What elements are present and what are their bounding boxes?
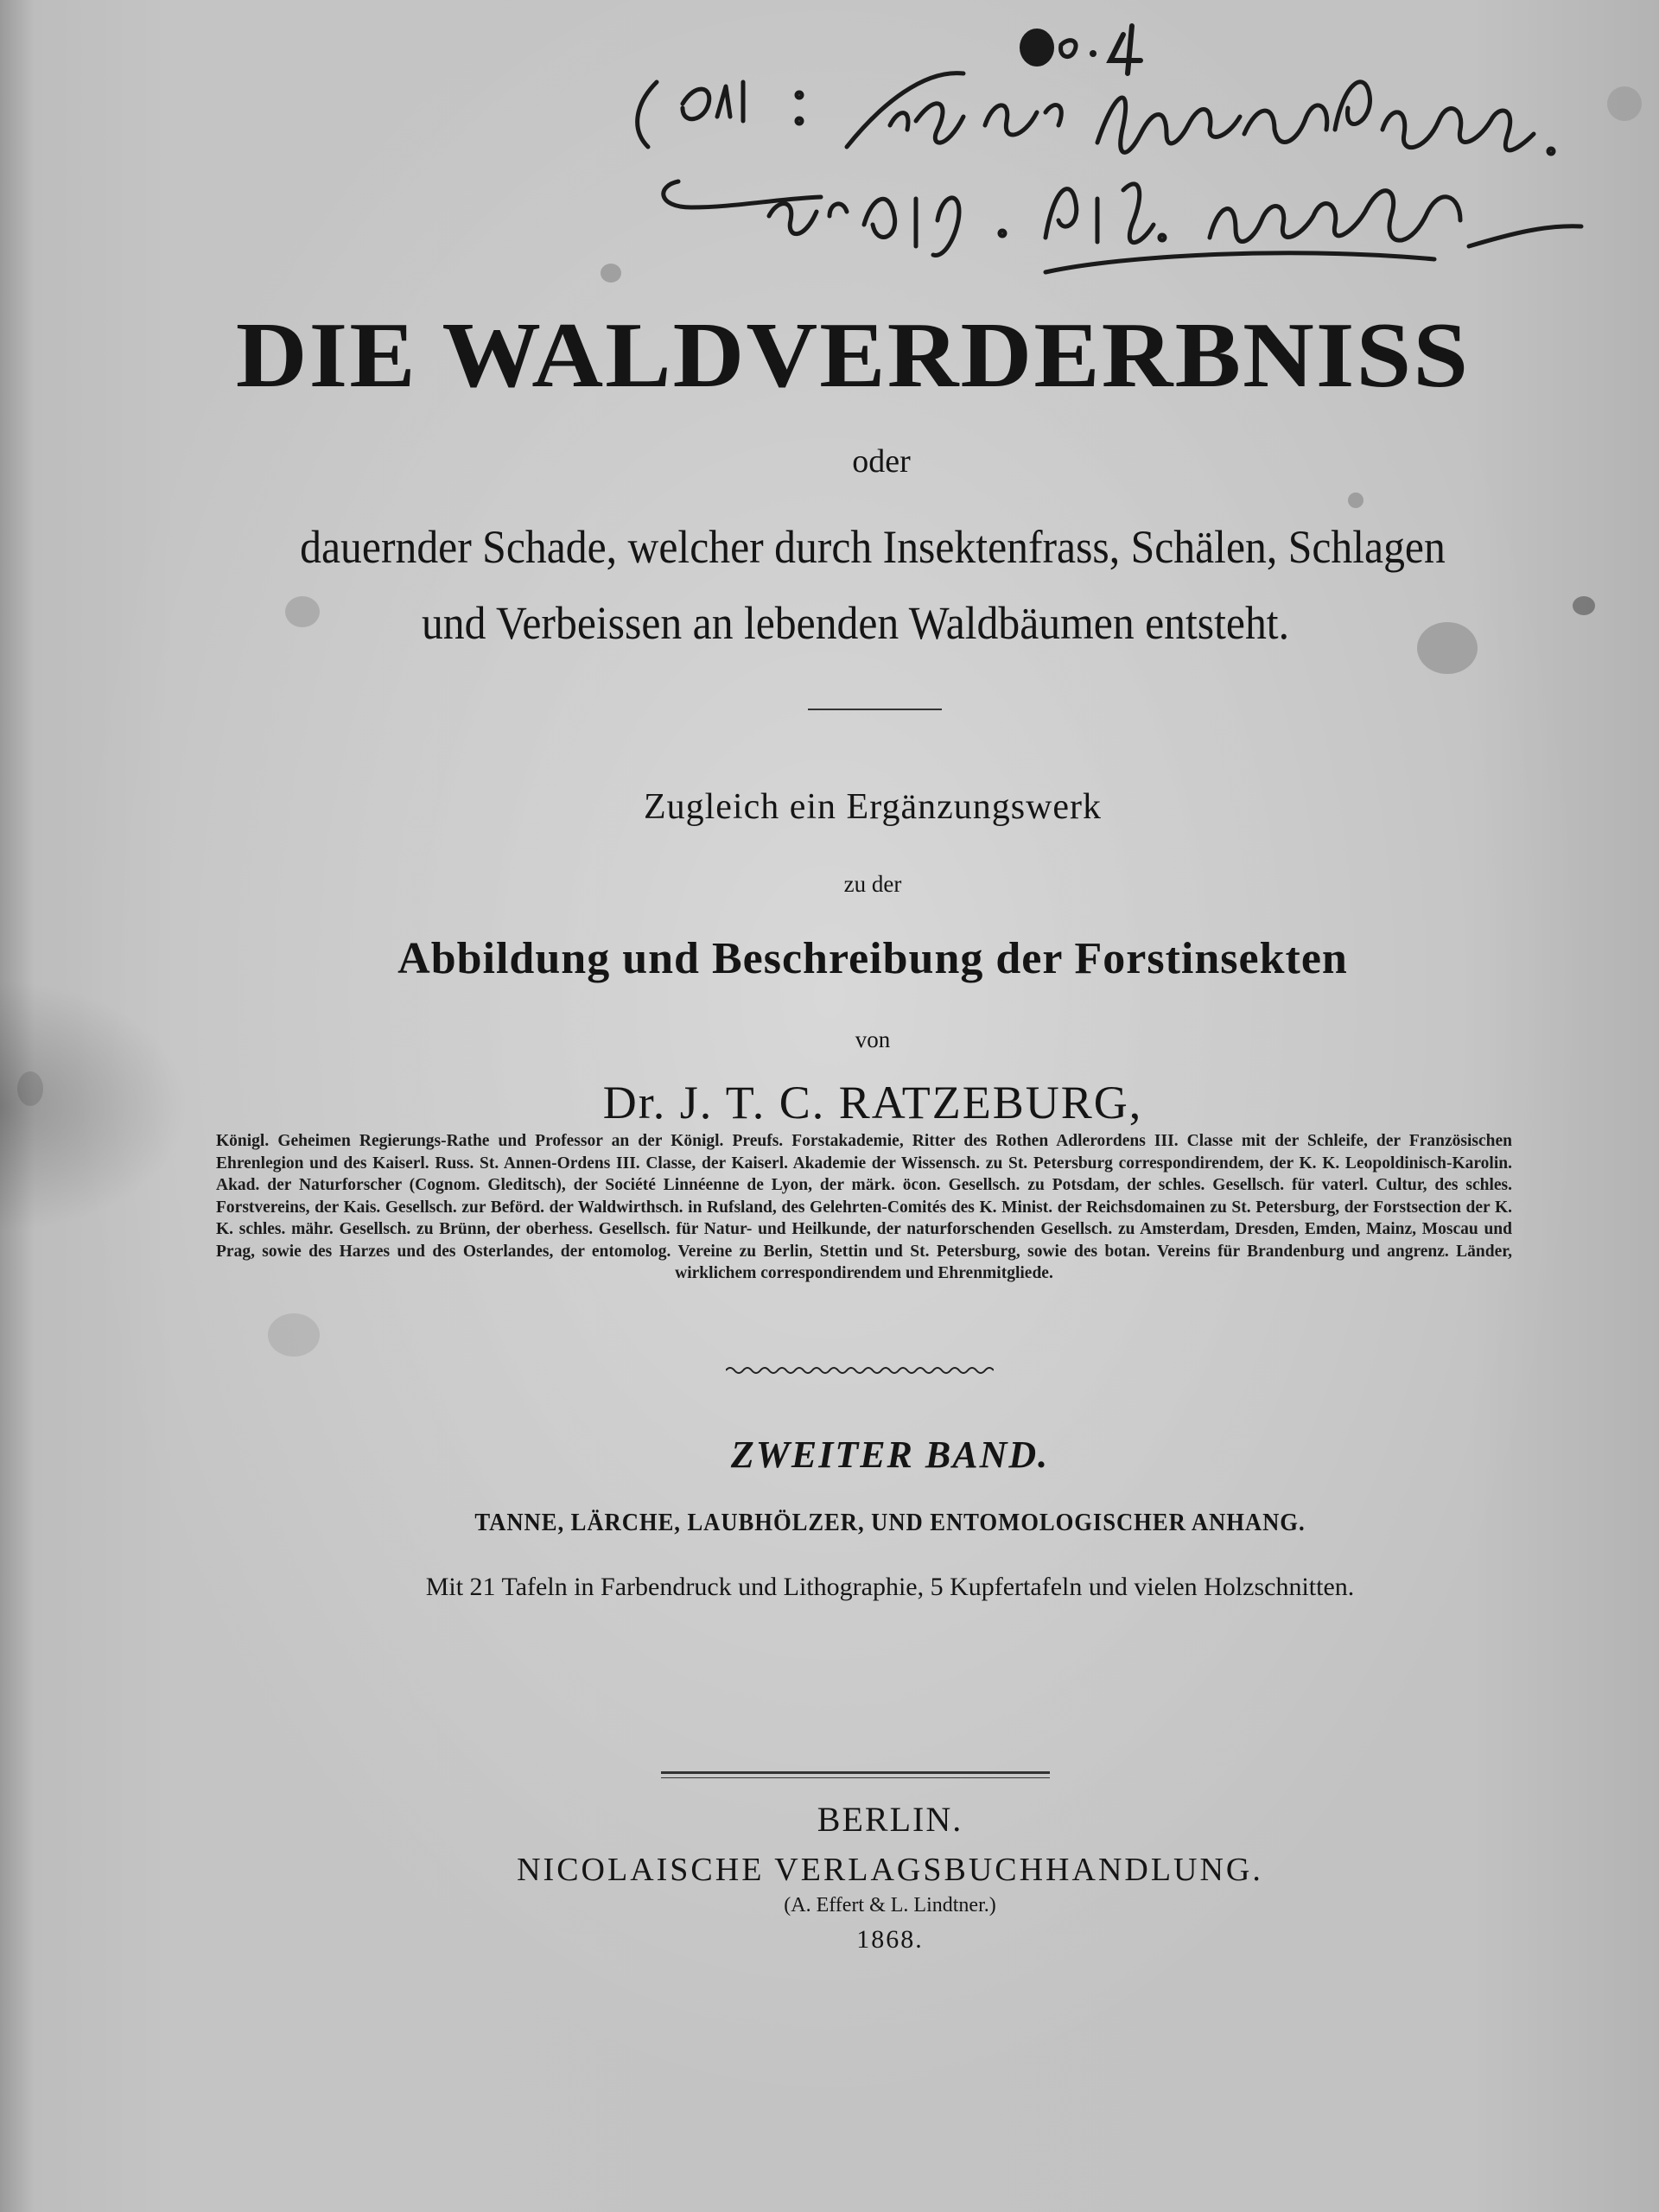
imprint-city: BERLIN. bbox=[817, 1800, 963, 1839]
subtitle-line-2: und Verbeissen an lebenden Waldbäumen entsteht. bbox=[421, 597, 1290, 649]
handwritten-inscription bbox=[0, 0, 1659, 294]
divider-rule bbox=[808, 709, 942, 710]
related-work-title: Abbildung und Beschreibung der Forstinsekten bbox=[397, 934, 1348, 983]
volume-illustrations: Mit 21 Tafeln in Farbendruck und Lithographie, 5 Kupfertafeln und vielen Holzschnitten. bbox=[425, 1573, 1355, 1601]
author-by: von bbox=[855, 1027, 891, 1052]
subtitle-line-1: dauernder Schade, welcher durch Insektenfrass, Schälen, Schlagen bbox=[300, 521, 1446, 573]
volume-contents: TANNE, LÄRCHE, LAUBHÖLZER, UND ENTOMOLOGISCHER ANHANG. bbox=[474, 1509, 1306, 1536]
supplement-connector: zu der bbox=[843, 871, 902, 897]
author-credentials: Königl. Geheimen Regierungs-Rathe und Professor an der Königl. Preufs. Forstakademie, Ritter des Rothen Adlerordens III. Classe mit der Schleife, der Französischen Ehrenlegion und des Kaiserl. Russ. St. Annen-Ordens III. Classe, der Kaiserl. Akademie der Wissensch. zu St. Petersburg correspondirendem, der K. K. Leopoldinisch-Karolin. Akad. der Naturforscher (Cognom. Gleditsch), der Société Linnéenne de Lyon, der märk. öcon. Gesellsch. zu Potsdam, der schles. Gesellsch. für vaterl. Cultur, des schles. Forstvereins, der Kais. Gesellsch. zur Beförd. der Waldwirthsch. in Rufsland, des Gelehrten-Comités des K. Minist. der Reichsdomainen zu St. Petersburg, der Forstsection der K. K. schles. mähr. Gesellsch. zu Brünn, der oberhess. Gesellsch. für Natur- und Heilkunde, der naturforschenden Gesellsch. zu Amsterdam, Dresden, Emden, Mainz, Moscau und Prag, sowie des Harzes und des Osterlandes, der entomolog. Vereine zu Berlin, Stettin und St. Petersburg, sowie des botan. Vereins für Brandenburg und angrenz. Länder, wirklichem correspondirendem und Ehrenmitgliede. bbox=[216, 1132, 1512, 1282]
wavy-ornament bbox=[726, 1363, 994, 1377]
handwriting-strokes bbox=[638, 73, 1581, 272]
stain bbox=[1348, 493, 1363, 508]
stain bbox=[17, 1071, 43, 1106]
shelfmark-stroke bbox=[1061, 41, 1077, 57]
imprint-publisher: NICOLAISCHE VERLAGSBUCHHANDLUNG. bbox=[517, 1852, 1263, 1888]
shelfmark-dot bbox=[1090, 50, 1096, 57]
stain bbox=[268, 1313, 320, 1357]
main-title: DIE WALDVERDERBNISS bbox=[235, 304, 1471, 407]
supplement-line: Zugleich ein Ergänzungswerk bbox=[643, 787, 1103, 827]
imprint-owners: (A. Effert & L. Lindtner.) bbox=[784, 1894, 996, 1916]
author-name: Dr. J. T. C. RATZEBURG, bbox=[602, 1077, 1143, 1128]
imprint-rule-thin bbox=[661, 1777, 1050, 1778]
title-connector: oder bbox=[852, 443, 911, 480]
shelfmark bbox=[1020, 26, 1141, 73]
imprint-rule-thick bbox=[661, 1771, 1050, 1774]
shelfmark-number bbox=[1110, 26, 1141, 73]
volume-label: ZWEITER BAND. bbox=[730, 1433, 1050, 1476]
shelfmark-blot bbox=[1020, 29, 1054, 67]
imprint-year: 1868. bbox=[856, 1925, 924, 1954]
